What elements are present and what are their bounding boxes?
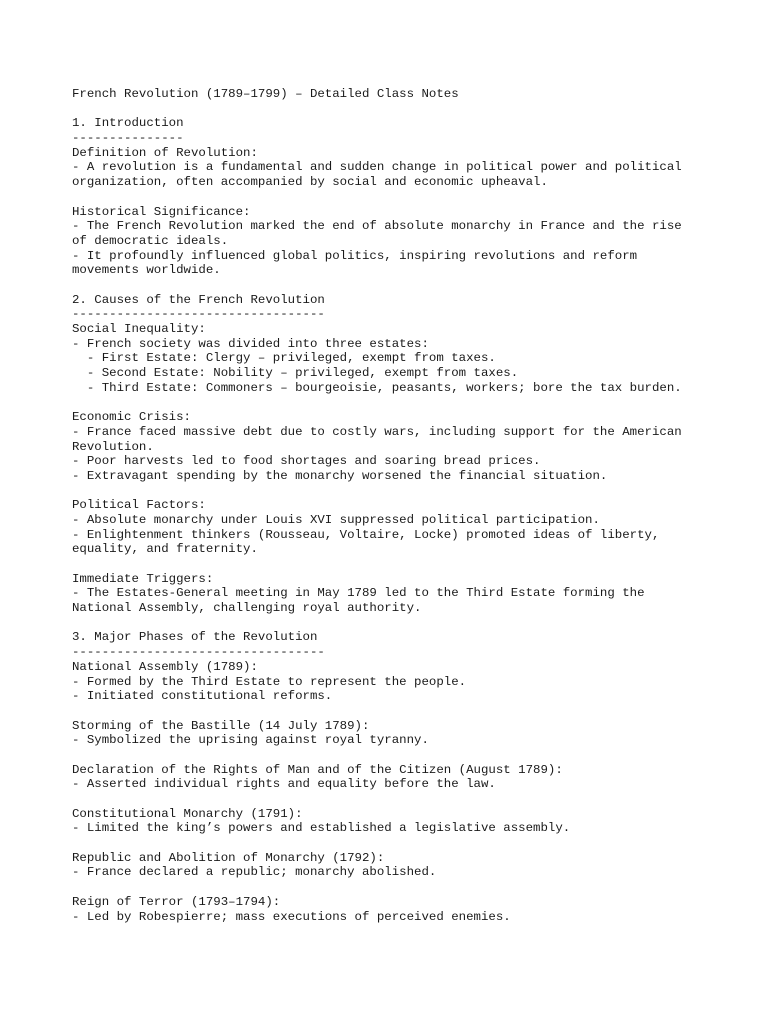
text-line: Revolution. bbox=[72, 439, 154, 454]
text-line: - Limited the king’s powers and established a legislative assembly. bbox=[72, 821, 571, 836]
text-line: Political Factors: bbox=[72, 498, 206, 513]
text-line: organization, often accompanied by social and economic upheaval. bbox=[72, 175, 548, 190]
text-line: - The French Revolution marked the end of absolute monarchy in France and the rise bbox=[72, 219, 682, 234]
text-line: 2. Causes of the French Revolution bbox=[72, 292, 325, 307]
text-line: - Extravagant spending by the monarchy worsened the financial situation. bbox=[72, 468, 608, 483]
text-line: - France faced massive debt due to costly wars, including support for the American bbox=[72, 424, 682, 439]
text-line: Republic and Abolition of Monarchy (1792): bbox=[72, 850, 385, 865]
text-line: - A revolution is a fundamental and sudden change in political power and political bbox=[72, 160, 682, 175]
text-line: Declaration of the Rights of Man and of the Citizen (August 1789): bbox=[72, 762, 563, 777]
text-line: - Led by Robespierre; mass executions of perceived enemies. bbox=[72, 909, 511, 924]
text-line: of democratic ideals. bbox=[72, 233, 229, 248]
text-line: - Asserted individual rights and equality before the law. bbox=[72, 777, 496, 792]
text-line bbox=[72, 836, 752, 851]
document-body bbox=[72, 87, 752, 924]
text-line: National Assembly, challenging royal authority. bbox=[72, 601, 422, 616]
text-line: - Initiated constitutional reforms. bbox=[72, 689, 333, 704]
text-line: - Poor harvests led to food shortages and soaring bread prices. bbox=[72, 454, 541, 469]
text-line: Social Inequality: bbox=[72, 322, 206, 336]
text-line bbox=[72, 395, 752, 410]
text-line: Reign of Terror (1793–1794): bbox=[72, 894, 281, 909]
text-line: 1. Introduction bbox=[72, 116, 184, 131]
text-line: - Symbolized the uprising against royal tyranny. bbox=[72, 733, 429, 748]
text-line: ---------------------------------- bbox=[72, 307, 325, 322]
text-line: Definition of Revolution: bbox=[72, 145, 258, 160]
text-line: movements worldwide. bbox=[72, 263, 221, 278]
text-line: - Enlightenment thinkers (Rousseau, Voltaire, Locke) promoted ideas of liberty, bbox=[72, 527, 660, 542]
text-line bbox=[72, 102, 752, 117]
text-line bbox=[72, 278, 752, 293]
text-line: ---------------------------------- bbox=[72, 645, 325, 660]
text-line bbox=[72, 190, 752, 205]
text-line bbox=[72, 748, 752, 763]
text-line bbox=[72, 792, 752, 807]
text-line bbox=[72, 704, 752, 719]
text-line: Immediate Triggers: bbox=[72, 571, 214, 586]
text-line: - Absolute monarchy under Louis XVI suppressed political participation. bbox=[72, 512, 600, 527]
text-line: - Formed by the Third Estate to represent the people. bbox=[72, 674, 467, 689]
text-line: - The Estates-General meeting in May 1789 led to the Third Estate forming the bbox=[72, 586, 645, 601]
text-line: Economic Crisis: bbox=[72, 410, 191, 425]
text-line: equality, and fraternity. bbox=[72, 542, 258, 557]
text-line: Constitutional Monarchy (1791): bbox=[72, 806, 303, 821]
text-line: - Third Estate: Commoners – bourgeoisie, peasants, workers; bore the tax burden. bbox=[72, 380, 682, 395]
text-line: - France declared a republic; monarchy abolished. bbox=[72, 865, 437, 880]
text-line bbox=[72, 557, 752, 572]
text-line: - Second Estate: Nobility – privileged, exempt from taxes. bbox=[72, 366, 519, 381]
text-line: - First Estate: Clergy – privileged, exempt from taxes. bbox=[72, 351, 496, 366]
text-line bbox=[72, 484, 752, 499]
document-title: French Revolution (1789–1799) – Detailed Class Notes bbox=[72, 87, 459, 101]
text-line: National Assembly (1789): bbox=[72, 659, 258, 674]
text-line bbox=[72, 880, 752, 895]
text-line: - French society was divided into three estates: bbox=[72, 336, 429, 351]
text-line: Historical Significance: bbox=[72, 204, 251, 219]
text-line: - It profoundly influenced global politics, inspiring revolutions and reform bbox=[72, 248, 638, 263]
text-line bbox=[72, 616, 752, 631]
text-line: 3. Major Phases of the Revolution bbox=[72, 630, 318, 645]
text-line: --------------- bbox=[72, 131, 184, 146]
text-line: Storming of the Bastille (14 July 1789): bbox=[72, 718, 370, 733]
